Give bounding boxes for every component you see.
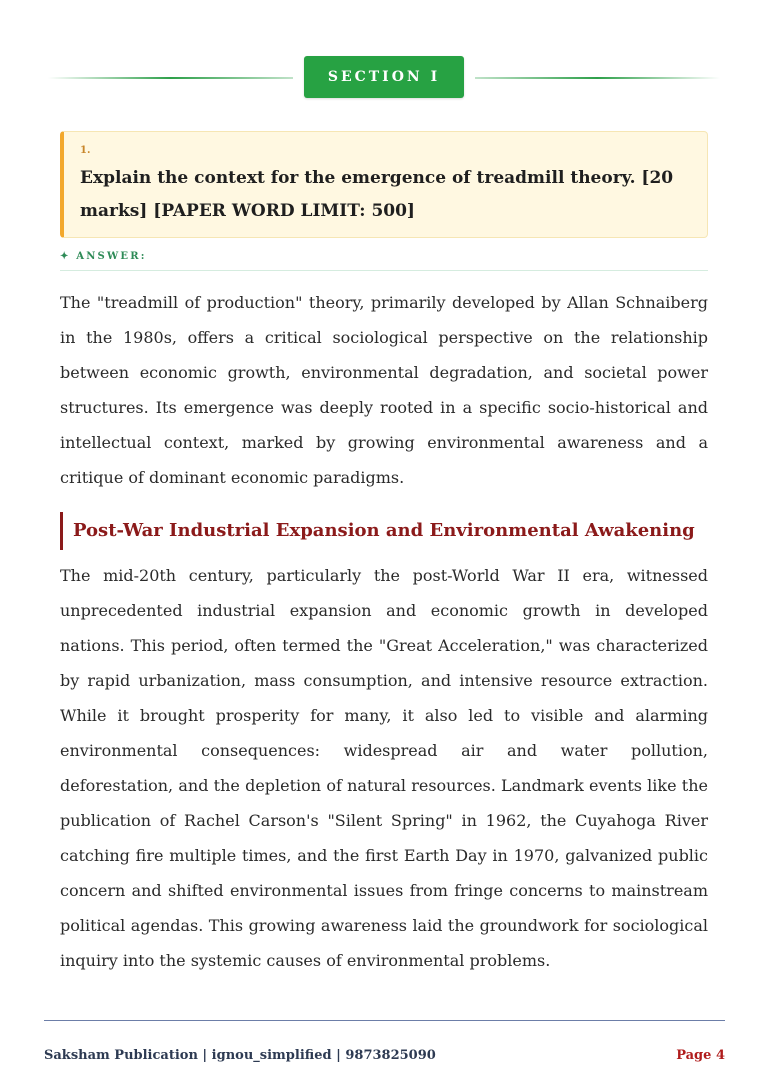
answer-divider [60, 270, 708, 271]
footer-divider [44, 1020, 725, 1021]
section-divider-right [475, 77, 720, 79]
question-text: Explain the context for the emergence of treadmill theory. [20 marks] [PAPER WORD LIMIT: 500] [80, 168, 674, 221]
answer-paragraph-intro: The "treadmill of production" theory, primarily developed by Allan Schnaiberg in the 1980s, offers a critical sociological perspective on the relationship between economic growth, environmental degradation, and societal power structures. Its emergence was deeply rooted in a specific socio-historical and intellectual context, marked by growing environmental awareness and a critique of dominant economic paradigms. [60, 293, 708, 487]
subheading: Post-War Industrial Expansion and Environmental Awakening [60, 512, 708, 550]
question-box [60, 131, 708, 238]
section-header [48, 56, 720, 100]
answer-label: ✦ ANSWER: [60, 251, 147, 262]
section-badge: SECTION I [304, 56, 464, 98]
section-divider-left [48, 77, 293, 79]
question-number: 1. [80, 145, 91, 156]
footer-page-number: Page 4 [676, 1048, 725, 1063]
footer-publisher: Saksham Publication | ignou_simplified | 9873825090 [44, 1048, 436, 1063]
answer-paragraph-post-war: The mid-20th century, particularly the post-World War II era, witnessed unprecedented industrial expansion and economic growth in developed nations. This period, often termed the "Great Acceleration," was characterized by rapid urbanization, mass consumption, and intensive resource extraction. While it brought prosperity for many, it also led to visible and alarming environmental consequences: widespread air and water pollution, deforestation, and the depletion of natural resources. Landmark events like the publication of Rachel Carson's "Silent Spring" in 1962, the Cuyahoga River catching fire multiple times, and the first Earth Day in 1970, galvanized public concern and shifted environmental issues from fringe concerns to mainstream political agendas. This growing awareness laid the groundwork for sociological inquiry into the systemic causes of environmental problems. [60, 566, 708, 970]
